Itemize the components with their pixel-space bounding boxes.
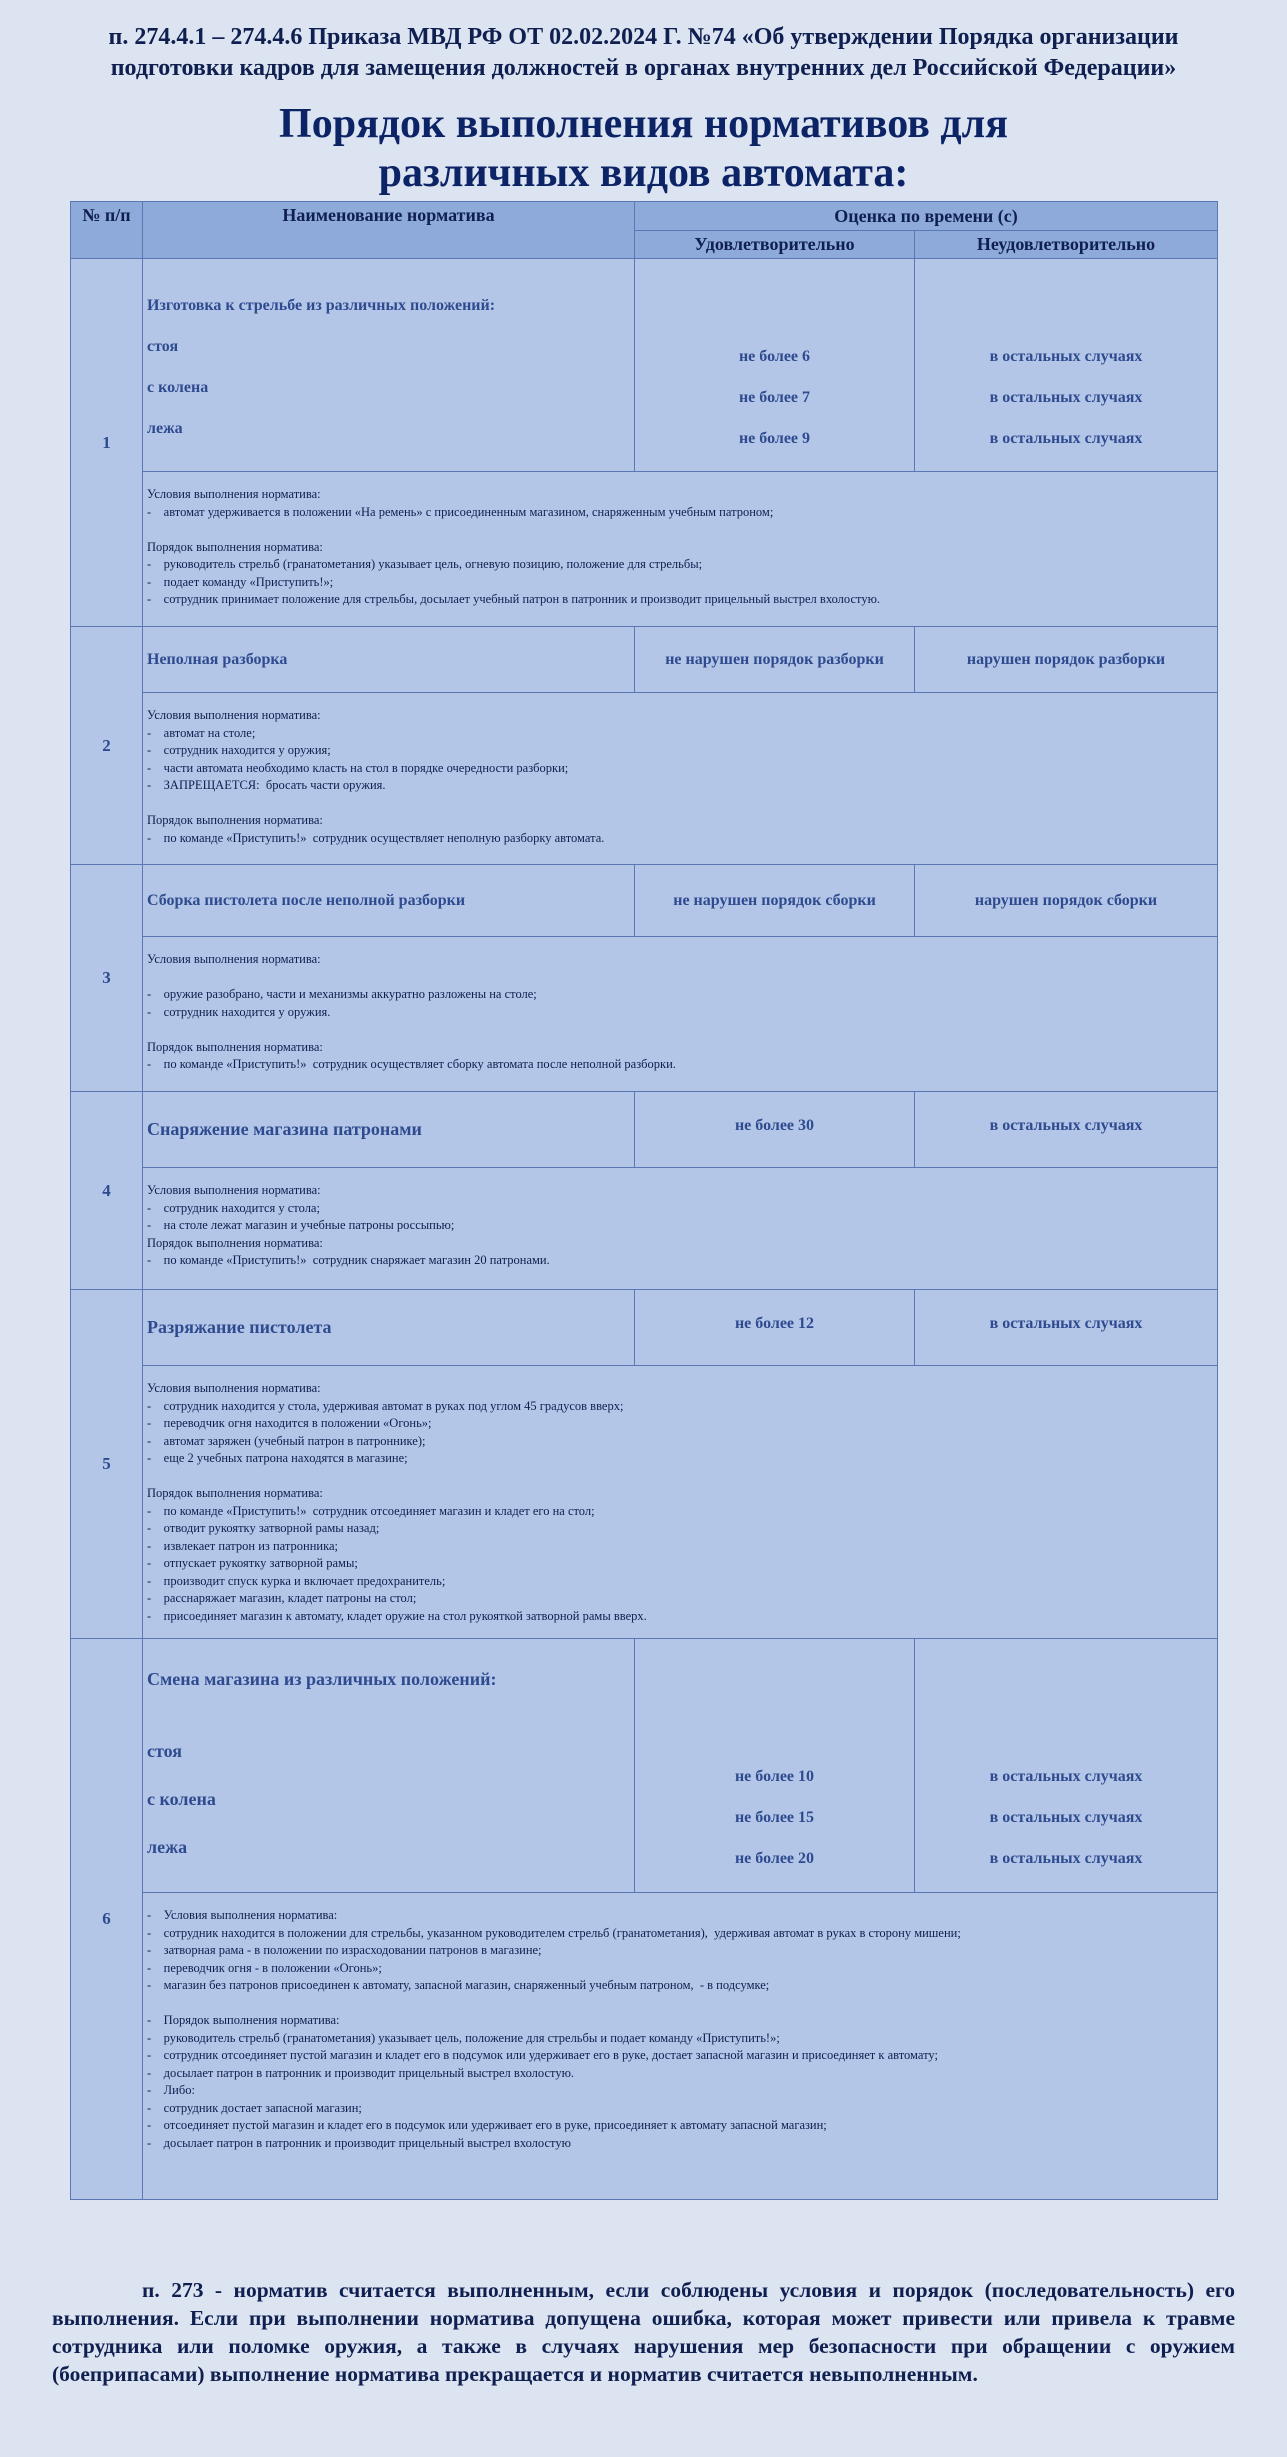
condition-line: - еще 2 учебных патрона находятся в магазине; — [147, 1451, 408, 1465]
condition-line: - руководитель стрельб (гранатометания) указывает цель, положение для стрельбы и подает команду «Приступить!»; — [147, 2030, 780, 2045]
condition-line: - автомат на столе; — [147, 725, 256, 740]
position-label: лежа — [147, 1837, 188, 1857]
condition-line: - сотрудник принимает положение для стрельбы, досылает учебный патрон в патронник и производит прицельный выстрел вхолостую. — [147, 592, 881, 606]
table-row — [71, 259, 1218, 472]
unsatisfactory-cell — [915, 259, 1218, 472]
blank-line — [147, 1468, 1213, 1486]
condition-line: - досылает патрон в патронник и производит прицельный выстрел вхолостую. — [147, 2065, 575, 2080]
blank-line — [147, 521, 1213, 539]
condition-line: - автомат заряжен (учебный патрон в патроннике); — [147, 1433, 426, 1448]
condition-line: - на столе лежат магазин и учебные патроны россыпью; — [147, 1218, 455, 1232]
norm-title: Разряжание пистолета — [143, 1290, 635, 1366]
condition-line: - переводчик огня находится в положении «Огонь»; — [147, 1416, 432, 1430]
row-number: 1 — [71, 259, 143, 627]
condition-line: - автомат удерживается в положении «На ремень» с присоединенным магазином, снаряженным учебным патроном; — [147, 504, 774, 519]
table-row-conditions — [71, 937, 1218, 1092]
position-label: с колена — [147, 379, 209, 396]
condition-line: - Порядок выполнения норматива: — [147, 2013, 340, 2027]
satisfactory-cell: не нарушен порядок сборки — [635, 865, 915, 937]
condition-line: - Либо: — [147, 2083, 195, 2097]
condition-line: - отсоединяет пустой магазин и кладет его в подсумок или удерживает его в руке, присоединяет к автомату запасной магазин; — [147, 2118, 827, 2132]
condition-line: - оружие разобрано, части и механизмы аккуратно разложены на столе; — [147, 987, 537, 1001]
condition-line: Условия выполнения норматива: — [147, 1381, 321, 1395]
condition-line: - извлекает патрон из патронника; — [147, 1538, 338, 1553]
blank-line — [147, 795, 1213, 813]
col-header-score: Оценка по времени (с) — [635, 202, 1218, 231]
conditions-cell — [143, 693, 1218, 865]
norm-title: Снаряжение магазина патронами — [143, 1092, 635, 1168]
norm-title: Изготовка к стрельбе из различных положений: — [147, 297, 496, 314]
order-reference-line-2: подготовки кадров для замещения должностей в органах внутренних дел Российской Федерации» — [110, 55, 1177, 81]
satisfactory-cell — [635, 259, 915, 472]
condition-line: - по команде «Приступить!» сотрудник отсоединяет магазин и кладет его на стол; — [147, 1503, 595, 1518]
condition-line: - сотрудник достает запасной магазин; — [147, 2100, 362, 2115]
conditions-cell — [143, 1168, 1218, 1290]
unsatisfactory-cell — [915, 1639, 1218, 1893]
condition-line: - по команде «Приступить!» сотрудник осуществляет неполную разборку автомата. — [147, 830, 605, 845]
position-label: стоя — [147, 1741, 182, 1761]
condition-line: Порядок выполнения норматива: — [147, 813, 323, 827]
condition-line: Порядок выполнения норматива: — [147, 539, 323, 554]
condition-line: - Условия выполнения норматива: — [147, 1908, 338, 1922]
condition-line: - сотрудник находится у стола; — [147, 1200, 320, 1215]
col-header-num: № п/п — [71, 202, 143, 259]
table-row-conditions — [71, 693, 1218, 865]
row-number: 2 — [71, 627, 143, 865]
condition-line: - сотрудник находится в положении для стрельбы, указанном руководителем стрельб (гранатометания), удерживая автомат в руках в сторону мишени; — [147, 1925, 961, 1940]
condition-line: Условия выполнения норматива: — [147, 487, 321, 501]
table-row-conditions — [71, 1366, 1218, 1639]
condition-line: - сотрудник находится у оружия. — [147, 1004, 331, 1019]
table-row-conditions — [71, 472, 1218, 627]
row-number: 5 — [71, 1290, 143, 1639]
position-label: стоя — [147, 338, 179, 355]
score-value: в остальных случаях — [989, 348, 1143, 365]
unsatisfactory-cell: нарушен порядок сборки — [915, 865, 1218, 937]
satisfactory-cell: не более 12 — [635, 1290, 915, 1366]
condition-line: - присоединяет магазин к автомату, кладет оружие на стол рукояткой затворной рамы вверх. — [147, 1608, 647, 1623]
table-row — [71, 1290, 1218, 1366]
page-title — [0, 100, 1287, 198]
condition-line: - расснаряжает магазин, кладет патроны на стол; — [147, 1591, 417, 1605]
unsatisfactory-cell: в остальных случаях — [915, 1092, 1218, 1168]
satisfactory-cell: не более 30 — [635, 1092, 915, 1168]
score-value: в остальных случаях — [989, 1768, 1143, 1785]
position-label: с колена — [147, 1789, 216, 1809]
norm-name — [143, 1639, 635, 1893]
score-value: не более 15 — [734, 1809, 815, 1826]
table-row-conditions — [71, 1893, 1218, 2200]
condition-line: - сотрудник находится у оружия; — [147, 743, 331, 757]
condition-line: Порядок выполнения норматива: — [147, 1235, 323, 1250]
order-reference-line-1: п. 274.4.1 – 274.4.6 Приказа МВД РФ ОТ 02.02.2024 Г. №74 «Об утверждении Порядка организации — [108, 24, 1179, 50]
condition-line: - затворная рама - в положении по израсходовании патронов в магазине; — [147, 1943, 542, 1957]
position-label: лежа — [147, 420, 183, 437]
condition-line: Порядок выполнения норматива: — [147, 1486, 323, 1500]
condition-line: - руководитель стрельб (гранатометания) указывает цель, огневую позицию, положение для стрельбы; — [147, 557, 703, 571]
norm-name — [143, 259, 635, 472]
condition-line: - сотрудник отсоединяет пустой магазин и кладет его в подсумок или удерживает его в руке, достает запасной магазин и присоединяет к автомату; — [147, 2048, 938, 2062]
conditions-cell — [143, 937, 1218, 1092]
condition-line: Порядок выполнения норматива: — [147, 1039, 323, 1054]
satisfactory-cell: не нарушен порядок разборки — [635, 627, 915, 693]
page-title-line-1: Порядок выполнения нормативов для — [279, 101, 1008, 147]
footer-paragraph: п. 273 - норматив считается выполненным, если соблюдены условия и порядок (последовательность) его выполнения. Если при выполнении норматива допущена ошибка, которая может привести или привела к травме сотрудника или поломке оружия, а также в случаях нарушения мер безопасности при обращении с оружием (боеприпасами) выполнение норматива прекращается и норматив считается невыполненным. — [52, 2278, 1235, 2386]
row-number: 3 — [71, 865, 143, 1092]
col-header-name: Наименование норматива — [143, 202, 635, 259]
table-row — [71, 865, 1218, 937]
satisfactory-cell — [635, 1639, 915, 1893]
condition-line: - части автомата необходимо класть на стол в порядке очередности разборки; — [147, 760, 569, 775]
norm-title: Сборка пистолета после неполной разборки — [143, 865, 635, 937]
condition-line: - сотрудник находится у стола, удерживая автомат в руках под углом 45 градусов вверх; — [147, 1398, 624, 1413]
condition-line: - подает команду «Приступить!»; — [147, 574, 334, 589]
table-row-conditions — [71, 1168, 1218, 1290]
table-row — [71, 1639, 1218, 1893]
score-value: не более 10 — [734, 1768, 815, 1785]
condition-line: Условия выполнения норматива: — [147, 708, 321, 722]
condition-line: - ЗАПРЕЩАЕТСЯ: бросать части оружия. — [147, 778, 386, 792]
row-number: 6 — [71, 1639, 143, 2200]
score-value: не более 6 — [738, 348, 811, 365]
norms-table — [70, 201, 1218, 2200]
score-value: не более 9 — [738, 430, 811, 447]
blank-line — [147, 969, 1213, 987]
conditions-cell — [143, 1893, 1218, 2200]
score-value: не более 7 — [738, 389, 811, 406]
order-reference — [0, 0, 1287, 84]
col-header-unsatisfactory: Неудовлетворительно — [915, 231, 1218, 259]
condition-line: - по команде «Приступить!» сотрудник снаряжает магазин 20 патронами. — [147, 1253, 550, 1267]
conditions-cell — [143, 1366, 1218, 1639]
unsatisfactory-cell: нарушен порядок разборки — [915, 627, 1218, 693]
score-value: не более 20 — [734, 1850, 815, 1867]
score-value: в остальных случаях — [989, 1850, 1143, 1867]
score-value: в остальных случаях — [989, 430, 1143, 447]
condition-line: Условия выполнения норматива: — [147, 952, 321, 966]
unsatisfactory-cell: в остальных случаях — [915, 1290, 1218, 1366]
condition-line: - магазин без патронов присоединен к автомату, запасной магазин, снаряженный учебным патроном, - в подсумке; — [147, 1978, 770, 1992]
condition-line: - по команде «Приступить!» сотрудник осуществляет сборку автомата после неполной разборки. — [147, 1057, 676, 1071]
norm-title: Смена магазина из различных положений: — [147, 1669, 497, 1689]
col-header-satisfactory: Удовлетворительно — [635, 231, 915, 259]
condition-line: - переводчик огня - в положении «Огонь»; — [147, 1960, 382, 1975]
condition-line: - отводит рукоятку затворной рамы назад; — [147, 1521, 380, 1535]
score-value: в остальных случаях — [989, 1809, 1143, 1826]
table-row — [71, 627, 1218, 693]
norm-title: Неполная разборка — [143, 627, 635, 693]
blank-line — [147, 1995, 1213, 2013]
condition-line: Условия выполнения норматива: — [147, 1183, 321, 1197]
condition-line: - производит спуск курка и включает предохранитель; — [147, 1573, 446, 1588]
page-title-line-2: различных видов автомата: — [378, 150, 909, 196]
table-row — [71, 1092, 1218, 1168]
blank-line — [147, 1021, 1213, 1039]
conditions-cell — [143, 472, 1218, 627]
score-value: в остальных случаях — [989, 389, 1143, 406]
condition-line: - отпускает рукоятку затворной рамы; — [147, 1556, 358, 1570]
row-number: 4 — [71, 1092, 143, 1290]
condition-line: - досылает патрон в патронник и производит прицельный выстрел вхолостую — [147, 2135, 571, 2150]
